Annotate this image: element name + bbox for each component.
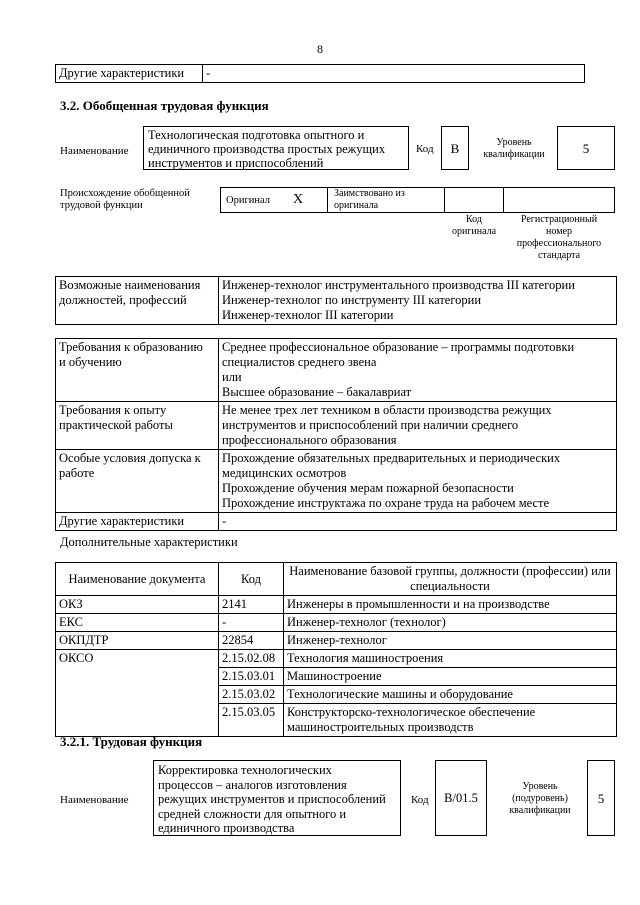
- req-value-line: Прохождение обязательных предварительных и периодических: [222, 451, 561, 465]
- header-doc: Наименование документа: [56, 563, 219, 596]
- tf-level-box: [587, 760, 615, 836]
- req-label-line: и обучению: [59, 355, 122, 369]
- origin-reg-caption: [503, 214, 615, 262]
- req-value: [219, 339, 617, 402]
- positions-label: [56, 277, 219, 325]
- header-name: Наименование базовой группы, должности (профессии) или специальности: [284, 563, 617, 596]
- gtf-code-label: Код: [416, 143, 434, 155]
- table-header-row: [56, 563, 617, 596]
- tf-name-line: единичного производства: [158, 821, 295, 835]
- gtf-name-line-2: единичного производства простых режущих: [148, 142, 386, 156]
- req-label-line: Требования к опыту: [59, 403, 167, 417]
- table-row: [56, 339, 617, 402]
- origin-borrowed-cell: [327, 187, 445, 213]
- table-row: [56, 450, 617, 513]
- tf-name-label: Наименование: [60, 794, 129, 806]
- header-code: Код: [219, 563, 284, 596]
- origin-reg-cell: [503, 187, 615, 213]
- table-row: [56, 402, 617, 450]
- origin-original-mark: X: [293, 192, 304, 207]
- origin-borrowed-label-2: оригинала: [334, 200, 379, 211]
- req-label-line: Особые условия допуска к: [59, 451, 201, 465]
- additional-caption: Дополнительные характеристики: [60, 535, 238, 549]
- doc-cell: ОКЗ: [56, 596, 219, 614]
- gtf-name-box: [143, 126, 409, 170]
- tf-name-box: [153, 760, 401, 836]
- gtf-code-box: [441, 126, 469, 170]
- req-value: [219, 513, 617, 531]
- req-label: [56, 339, 219, 402]
- tf-level-label-2: (подуровень): [512, 793, 568, 804]
- origin-code-caption-2: оригинала: [451, 226, 497, 237]
- table-row: [56, 614, 617, 632]
- position-item: Инженер-технолог III категории: [222, 308, 394, 322]
- name-cell: Технологические машины и оборудование: [284, 686, 617, 704]
- origin-label-1: Происхождение обобщенной: [60, 188, 190, 199]
- origin-code-cell: [444, 187, 504, 213]
- position-item: Инженер-технолог по инструменту III категории: [222, 293, 482, 307]
- origin-code-caption: [444, 214, 504, 238]
- gtf-code-value: B: [450, 141, 460, 156]
- origin-original-cell: [220, 187, 328, 213]
- section-3-2-heading: 3.2. Обобщенная трудовая функция: [60, 98, 269, 113]
- top-other-characteristics: [55, 64, 585, 83]
- tf-level-label: [496, 781, 584, 817]
- tf-name-line: Корректировка технологических: [158, 763, 332, 777]
- code-cell: 22854: [219, 632, 284, 650]
- tf-code-box: [435, 760, 487, 836]
- origin-reg-caption-4: стандарта: [537, 250, 581, 261]
- gtf-level-label-1: Уровень: [496, 137, 532, 148]
- code-cell: 2141: [219, 596, 284, 614]
- tf-code-label: Код: [411, 794, 429, 806]
- name-cell: Инженеры в промышленности и на производстве: [284, 596, 617, 614]
- doc-cell: ОКСО: [56, 650, 219, 737]
- code-cell: -: [219, 614, 284, 632]
- origin-borrowed-label: [334, 188, 405, 212]
- gtf-name-line-3: инструментов и приспособлений: [148, 156, 324, 170]
- name-cell: Технология машиностроения: [284, 650, 617, 668]
- position-item: Инженер-технолог инструментального производства III категории: [222, 278, 575, 292]
- positions-table: [55, 276, 617, 325]
- tf-name-line: средней сложности для опытного и: [158, 806, 347, 821]
- req-value-line: Прохождение инструктажа по охране труда на рабочем месте: [222, 496, 550, 510]
- top-other-label: Другие характеристики: [56, 65, 203, 83]
- tf-name-line: режущих инструментов и приспособлений: [158, 792, 386, 806]
- positions-label-1: Возможные наименования: [59, 278, 201, 292]
- name-cell: Инженер-технолог (технолог): [284, 614, 617, 632]
- name-cell: Конструкторско-технологическое обеспечение машиностроительных производств: [284, 704, 617, 737]
- req-value-line: Не менее трех лет техником в области производства режущих: [222, 403, 552, 417]
- name-cell: Инженер-технолог: [284, 632, 617, 650]
- tf-code-value: B/01.5: [444, 791, 478, 805]
- req-label-line: практической работы: [59, 418, 173, 432]
- origin-reg-caption-2: номер: [546, 226, 572, 237]
- code-cell: 2.15.03.02: [219, 686, 284, 704]
- page-number: 8: [317, 42, 323, 56]
- req-label: [56, 513, 219, 531]
- tf-name-line: процессов – аналогов изготовления: [158, 777, 347, 792]
- req-label: [56, 402, 219, 450]
- req-value-line: инструментов и приспособлений при наличии среднего: [222, 418, 519, 432]
- req-value-line: Среднее профессиональное образование – программы подготовки: [222, 340, 575, 354]
- req-label-line: работе: [59, 466, 95, 480]
- table-row: [56, 596, 617, 614]
- table-row: [56, 513, 617, 531]
- origin-label: [60, 188, 190, 212]
- req-value: [219, 402, 617, 450]
- gtf-name-label: Наименование: [60, 145, 129, 157]
- doc-cell: ЕКС: [56, 614, 219, 632]
- req-value: [219, 450, 617, 513]
- code-cell: 2.15.03.05: [219, 704, 284, 737]
- req-value-line: Высшее образование – бакалавриат: [222, 385, 412, 399]
- origin-reg-caption-3: профессионального: [516, 238, 602, 249]
- tf-level-label-3: квалификации: [509, 805, 571, 816]
- req-value-line: -: [222, 514, 227, 528]
- origin-original-label: Оригинал: [226, 195, 270, 206]
- origin-code-caption-1: Код: [466, 214, 482, 225]
- gtf-level-label: [474, 137, 554, 161]
- tf-level-value: 5: [597, 791, 605, 806]
- code-cell: 2.15.03.01: [219, 668, 284, 686]
- gtf-level-value: 5: [582, 141, 590, 156]
- gtf-level-box: [557, 126, 615, 170]
- origin-label-2: трудовой функции: [60, 200, 143, 211]
- req-label: [56, 450, 219, 513]
- req-label-line: Другие характеристики: [59, 514, 185, 528]
- req-value-line: специалистов среднего звена: [222, 355, 377, 369]
- origin-borrowed-label-1: Заимствовано из: [334, 188, 405, 199]
- additional-table: [55, 562, 617, 737]
- table-row: [56, 632, 617, 650]
- section-3-2-1-heading: 3.2.1. Трудовая функция: [60, 734, 203, 749]
- tf-level-label-1: Уровень: [522, 781, 558, 792]
- req-value-line: Прохождение обучения мерам пожарной безопасности: [222, 481, 514, 495]
- req-value-line: или: [222, 370, 242, 384]
- req-value-line: медицинских осмотров: [222, 466, 347, 480]
- positions-label-2: должностей, профессий: [59, 293, 187, 307]
- name-cell: Машиностроение: [284, 668, 617, 686]
- code-cell: 2.15.02.08: [219, 650, 284, 668]
- doc-cell: ОКПДТР: [56, 632, 219, 650]
- requirements-table: [55, 338, 617, 531]
- positions-values: [219, 277, 617, 325]
- origin-reg-caption-1: Регистрационный: [520, 214, 598, 225]
- table-row: [56, 650, 617, 668]
- gtf-name-line-1: Технологическая подготовка опытного и: [148, 128, 365, 142]
- gtf-level-label-2: квалификации: [483, 149, 545, 160]
- req-value-line: профессионального образования: [222, 433, 397, 447]
- req-label-line: Требования к образованию: [59, 340, 203, 354]
- top-other-value: -: [203, 65, 585, 83]
